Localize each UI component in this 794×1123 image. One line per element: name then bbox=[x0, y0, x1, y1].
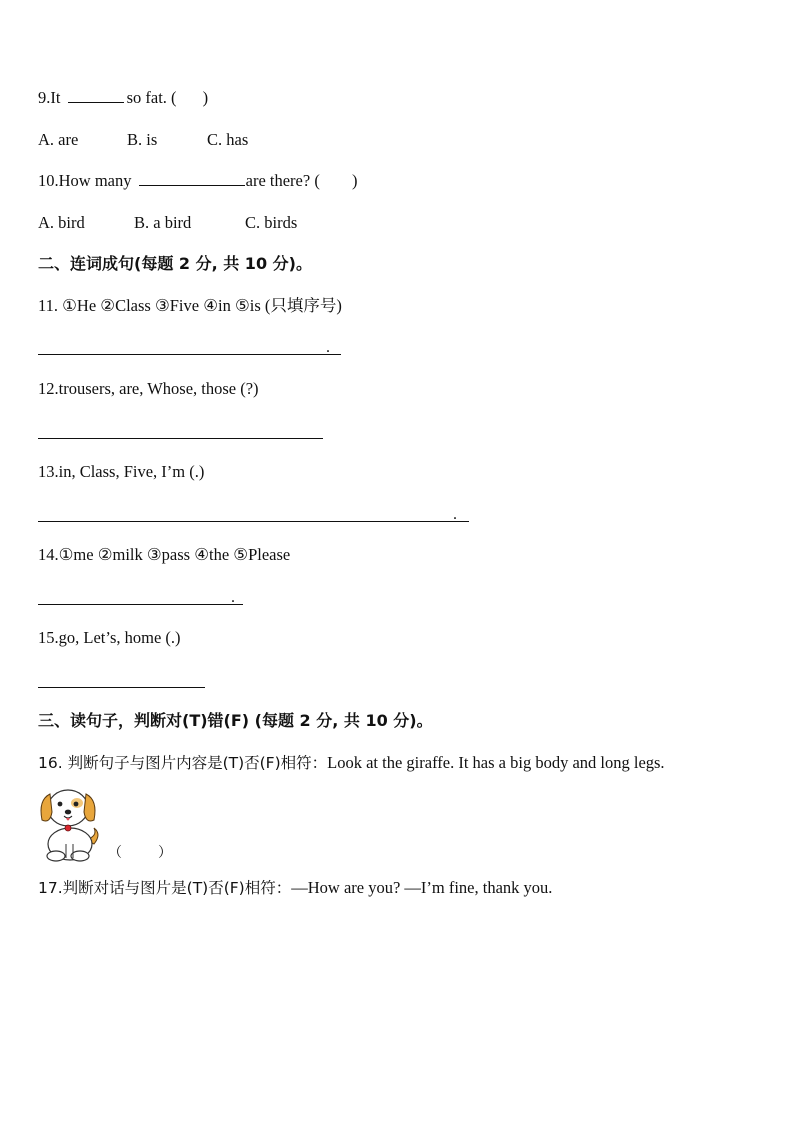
question-17-instruction: 17.判断对话与图片是(T)否(F)相符： bbox=[38, 879, 292, 897]
question-16-answer-paren[interactable] bbox=[108, 843, 172, 863]
question-10-stem: are there? ( bbox=[245, 171, 320, 190]
question-9-option-b[interactable]: B. is bbox=[127, 130, 158, 149]
question-11: 11. ①He ②Class ③Five ④in ⑤is (只填序号) bbox=[38, 296, 342, 315]
question-10-blank[interactable] bbox=[139, 171, 245, 186]
question-14-period: . bbox=[231, 589, 235, 606]
question-10-answer-paren-close: ) bbox=[351, 171, 358, 190]
question-14-answer-line[interactable] bbox=[38, 586, 243, 605]
question-13-period: . bbox=[453, 506, 457, 523]
question-11-period: . bbox=[326, 339, 330, 356]
question-17 bbox=[38, 878, 552, 898]
question-10-option-a[interactable]: A. bird bbox=[38, 213, 85, 232]
question-16-paren-close: ） bbox=[158, 845, 172, 861]
question-9-options bbox=[38, 130, 248, 150]
question-12: 12.trousers, are, Whose, those (?) bbox=[38, 379, 259, 398]
question-9-answer-paren-close: ) bbox=[202, 88, 209, 107]
question-12-answer-line[interactable] bbox=[38, 420, 323, 439]
question-10-prefix: 10.How many bbox=[38, 171, 132, 190]
question-9-stem: so fat. ( bbox=[126, 88, 177, 107]
question-10-option-c[interactable]: C. birds bbox=[245, 213, 298, 232]
question-14: 14.①me ②milk ③pass ④the ⑤Please bbox=[38, 545, 291, 564]
question-13: 13.in, Class, Five, I’m (.) bbox=[38, 462, 205, 481]
question-16-instruction: 16. 判断句子与图片内容是(T)否(F)相符： bbox=[38, 754, 328, 772]
question-13-answer-line[interactable] bbox=[38, 503, 469, 522]
question-15-answer-line[interactable] bbox=[38, 669, 205, 688]
question-9-prefix: 9.It bbox=[38, 88, 61, 107]
dog-picture bbox=[36, 782, 102, 862]
question-16 bbox=[38, 753, 665, 773]
question-16-paren-open: （ bbox=[108, 845, 122, 861]
question-9-option-c[interactable]: C. has bbox=[207, 130, 249, 149]
section-2-heading: 二、连词成句(每题 2 分, 共 10 分)。 bbox=[38, 254, 312, 273]
question-9-option-a[interactable]: A. are bbox=[38, 130, 79, 149]
question-17-dialog: —How are you? —I’m fine, thank you. bbox=[291, 878, 553, 897]
question-16-sentence: Look at the giraffe. It has a big body and long legs. bbox=[327, 753, 665, 772]
section-3-heading: 三、读句子，判断对(T)错(F) (每题 2 分, 共 10 分)。 bbox=[38, 711, 433, 730]
question-10-option-b[interactable]: B. a bird bbox=[134, 213, 192, 232]
question-10-options bbox=[38, 213, 297, 233]
question-10 bbox=[38, 171, 357, 191]
question-15: 15.go, Let’s, home (.) bbox=[38, 628, 181, 647]
question-9 bbox=[38, 88, 208, 108]
question-9-blank[interactable] bbox=[68, 88, 124, 103]
question-11-answer-line[interactable] bbox=[38, 336, 341, 355]
